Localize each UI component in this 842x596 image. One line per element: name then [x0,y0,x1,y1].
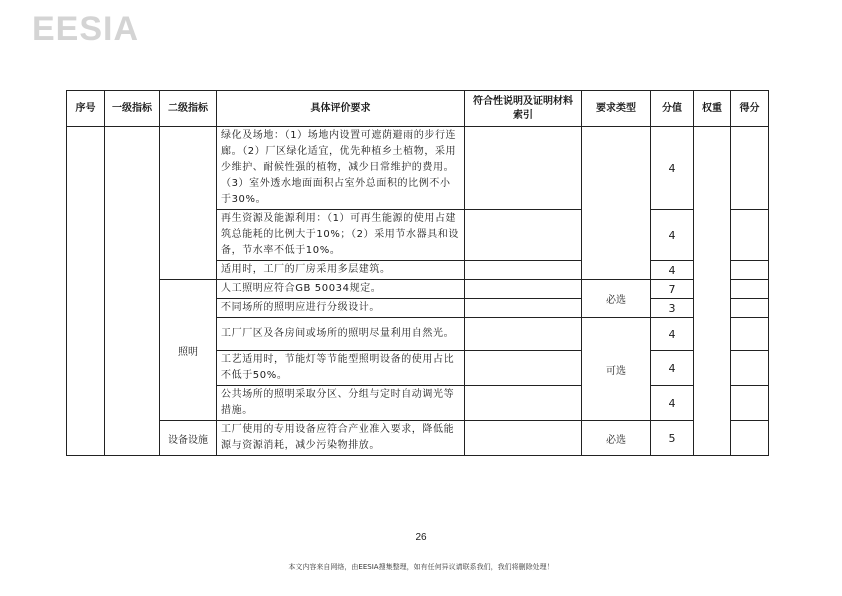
level2-cell-empty [160,127,217,280]
footer-notice: 本文内容来自网络，由EESIA搜集整理，如有任何异议请联系我们，我们将删除处理！ [288,563,554,571]
result-cell[interactable] [731,261,769,280]
req-type-optional: 可选 [582,318,651,421]
level2-lighting: 照明 [160,280,217,421]
req-type-cell-empty [582,127,651,280]
req-type-mandatory: 必选 [582,421,651,456]
evidence-cell[interactable] [465,351,582,386]
requirement-cell: 工厂使用的专用设备应符合产业准入要求，降低能源与资源消耗，减少污染物排放。 [217,421,465,456]
result-cell[interactable] [731,127,769,210]
index-cell [67,127,105,456]
score-cell: 4 [651,261,694,280]
table-row [67,421,769,456]
header-index: 序号 [67,91,105,127]
requirement-cell: 工厂厂区及各房间或场所的照明尽量利用自然光。 [217,318,465,351]
evidence-cell[interactable] [465,318,582,351]
requirement-cell: 适用时，工厂的厂房采用多层建筑。 [217,261,465,280]
requirement-cell: 人工照明应符合GB 50034规定。 [217,280,465,299]
evidence-cell[interactable] [465,386,582,421]
evidence-cell[interactable] [465,127,582,210]
req-type-mandatory: 必选 [582,280,651,318]
header-weight: 权重 [694,91,731,127]
table-header-row [67,91,769,127]
header-req-type: 要求类型 [582,91,651,127]
eesia-logo: EESIA [32,10,140,48]
result-cell[interactable] [731,299,769,318]
evidence-cell[interactable] [465,299,582,318]
evidence-cell[interactable] [465,261,582,280]
result-cell[interactable] [731,318,769,351]
score-cell: 4 [651,210,694,261]
result-cell[interactable] [731,351,769,386]
result-cell[interactable] [731,210,769,261]
evidence-cell[interactable] [465,210,582,261]
requirement-cell: 工艺适用时，节能灯等节能型照明设备的使用占比不低于50%。 [217,351,465,386]
score-cell: 5 [651,421,694,456]
evidence-cell[interactable] [465,421,582,456]
result-cell[interactable] [731,421,769,456]
requirement-cell: 公共场所的照明采取分区、分组与定时自动调光等措施。 [217,386,465,421]
requirement-cell: 绿化及场地：（1）场地内设置可遮荫避雨的步行连廊。（2）厂区绿化适宜，优先种植乡土植物，采用少维护、耐候性强的植物，减少日常维护的费用。（3）室外透水地面面积占室外总面积的比例不小于30%。 [217,127,465,210]
page-number: 26 [415,532,427,543]
score-cell: 3 [651,299,694,318]
evaluation-table [66,90,769,456]
result-cell[interactable] [731,386,769,421]
requirement-cell: 不同场所的照明应进行分级设计。 [217,299,465,318]
header-result: 得分 [731,91,769,127]
header-score: 分值 [651,91,694,127]
header-requirement: 具体评价要求 [217,91,465,127]
score-cell: 4 [651,318,694,351]
score-cell: 4 [651,351,694,386]
score-cell: 7 [651,280,694,299]
score-cell: 4 [651,386,694,421]
header-evidence: 符合性说明及证明材料索引 [465,91,582,127]
table-row [67,280,769,299]
level1-cell [105,127,160,456]
table-row [67,127,769,210]
result-cell[interactable] [731,280,769,299]
weight-cell[interactable] [694,127,731,456]
level2-equipment: 设备设施 [160,421,217,456]
score-cell: 4 [651,127,694,210]
header-level2: 二级指标 [160,91,217,127]
requirement-cell: 再生资源及能源利用：（1）可再生能源的使用占建筑总能耗的比例大于10%；（2）采用节水器具和设备，节水率不低于10%。 [217,210,465,261]
header-level1: 一级指标 [105,91,160,127]
evidence-cell[interactable] [465,280,582,299]
